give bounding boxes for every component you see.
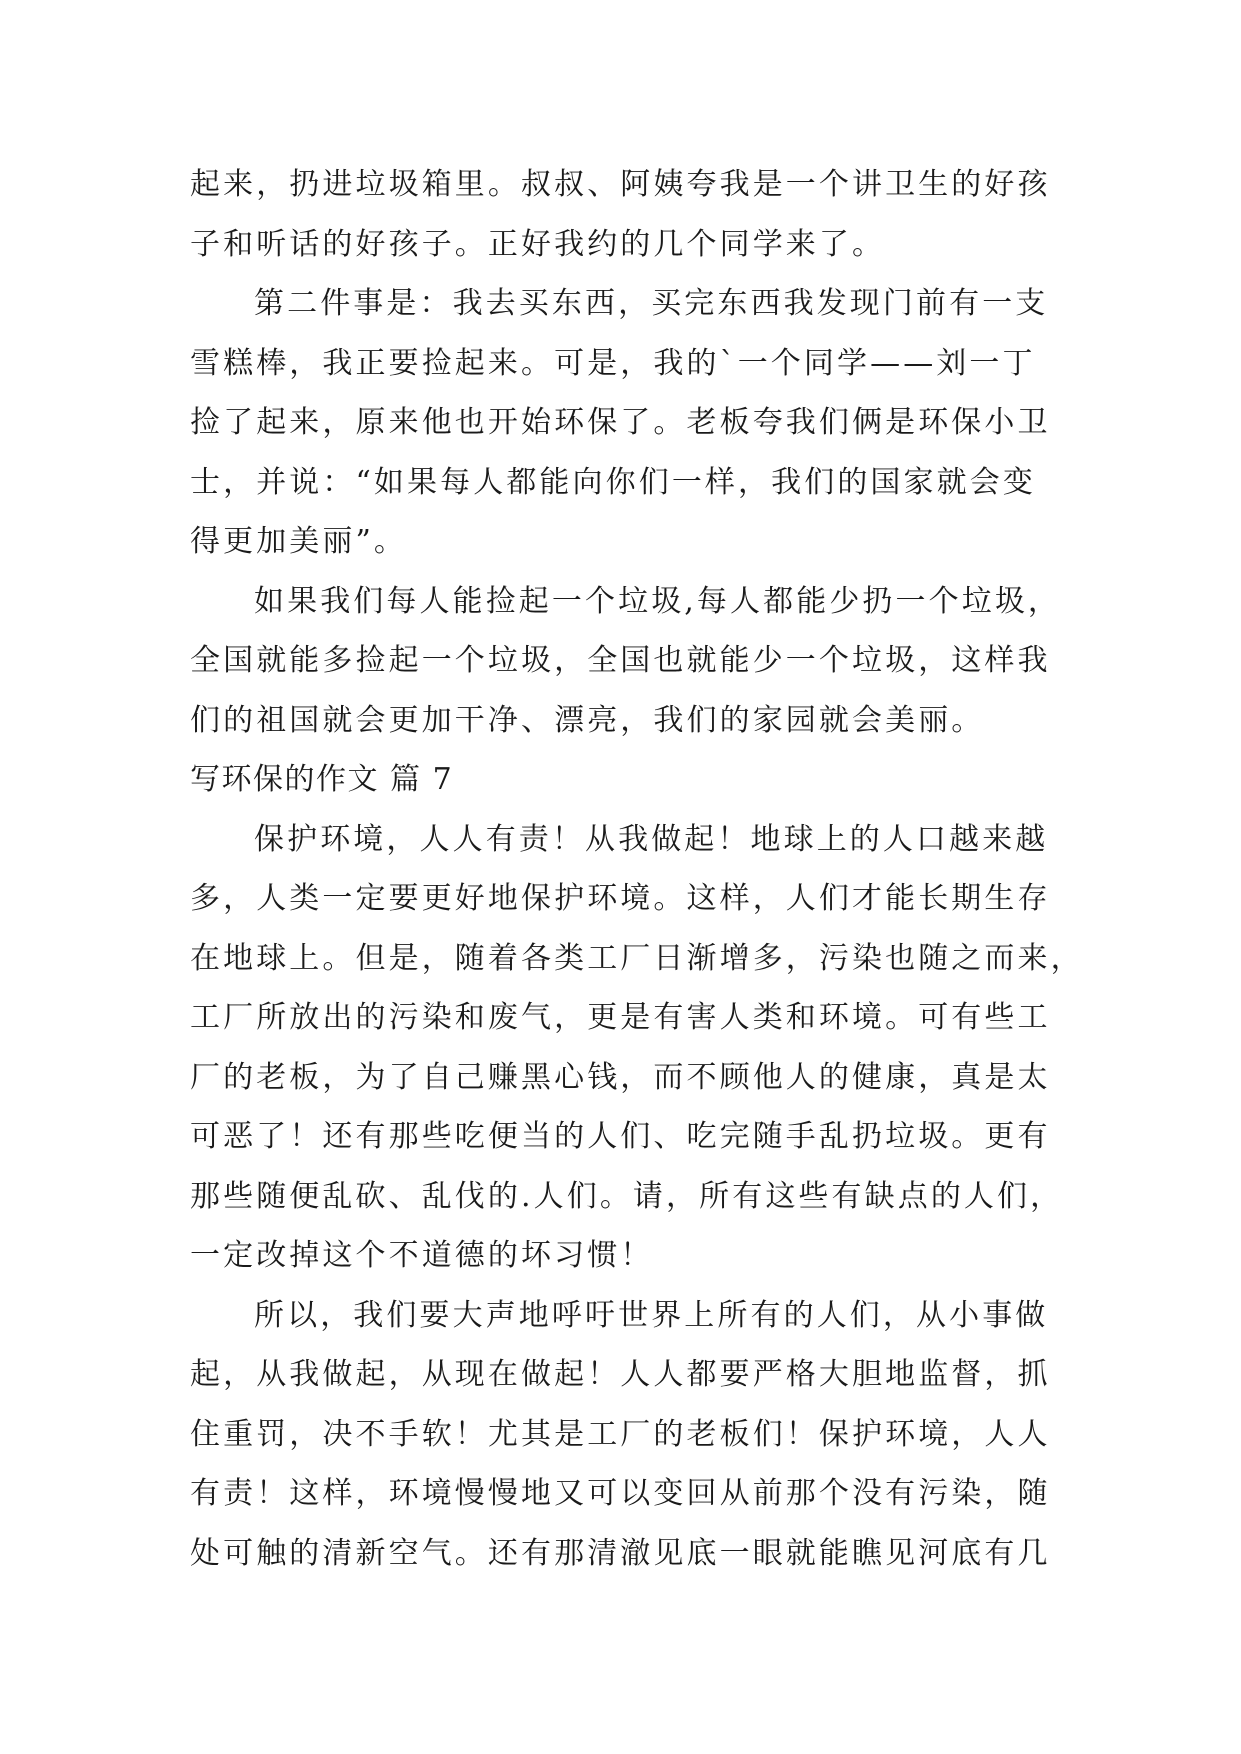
text-line: 多，人类一定要更好地保护环境。这样，人们才能长期生存 <box>190 881 1051 916</box>
text-line: 子和听话的好孩子。正好我约的几个同学来了。 <box>190 226 886 262</box>
text-line: 士，并说：“如果每人都能向你们一样，我们的国家就会变 <box>190 464 1036 500</box>
text-line: 雪糕棒，我正要捡起来。可是，我的`一个同学——刘一丁 <box>190 345 1036 381</box>
text-line: 捡了起来，原来他也开始环保了。老板夸我们俩是环保小卫 <box>190 405 1051 440</box>
section-heading: 写环保的作文 篇 7 <box>190 762 454 797</box>
paragraph-1 <box>190 155 1050 274</box>
text-line: 一定改掉这个不道德的坏习惯！ <box>190 1238 654 1273</box>
text-line: 所以，我们要大声地呼吁世界上所有的人们，从小事做 <box>254 1297 1049 1333</box>
text-line: 有责！这样，环境慢慢地又可以变回从前那个没有污染，随 <box>190 1476 1051 1511</box>
text-line: 工厂所放出的污染和废气，更是有害人类和环境。可有些工 <box>190 1000 1051 1035</box>
text-line: 起，从我做起，从现在做起！人人都要严格大胆地监督，抓 <box>190 1357 1051 1392</box>
text-line: 处可触的清新空气。还有那清澈见底一眼就能瞧见河底有几 <box>190 1535 1051 1571</box>
paragraph-5 <box>190 1286 1050 1584</box>
paragraph-2 <box>190 274 1050 572</box>
text-line: 起来，扔进垃圾箱里。叔叔、阿姨夸我是一个讲卫生的好孩 <box>190 167 1051 202</box>
text-line: 厂的老板，为了自己赚黑心钱，而不顾他人的健康，真是太 <box>190 1059 1051 1095</box>
text-line: 全国就能多捡起一个垃圾，全国也就能少一个垃圾，这样我 <box>190 643 1051 678</box>
text-line: 在地球上。但是，随着各类工厂日渐增多，污染也随之而来， <box>190 940 1084 976</box>
text-line: 们的祖国就会更加干净、漂亮，我们的家园就会美丽。 <box>190 702 985 738</box>
paragraph-4 <box>190 810 1084 1286</box>
text-line: 第二件事是：我去买东西，买完东西我发现门前有一支 <box>254 286 1049 321</box>
paragraph-3 <box>190 572 1062 751</box>
text-line: 那些随便乱砍、乱伐的.人们。请，所有这些有缺点的人们， <box>190 1178 1064 1214</box>
text-line: 可恶了！还有那些吃便当的人们、吃完随手乱扔垃圾。更有 <box>190 1119 1051 1154</box>
text-line: 得更加美丽”。 <box>190 524 408 559</box>
text-line: 住重罚，决不手软！尤其是工厂的老板们！保护环境，人人 <box>190 1416 1051 1452</box>
text-line: 保护环境，人人有责！从我做起！地球上的人口越来越 <box>254 821 1049 857</box>
document-body <box>190 155 1084 1583</box>
text-line: 如果我们每人能捡起一个垃圾,每人都能少扔一个垃圾， <box>254 583 1062 619</box>
